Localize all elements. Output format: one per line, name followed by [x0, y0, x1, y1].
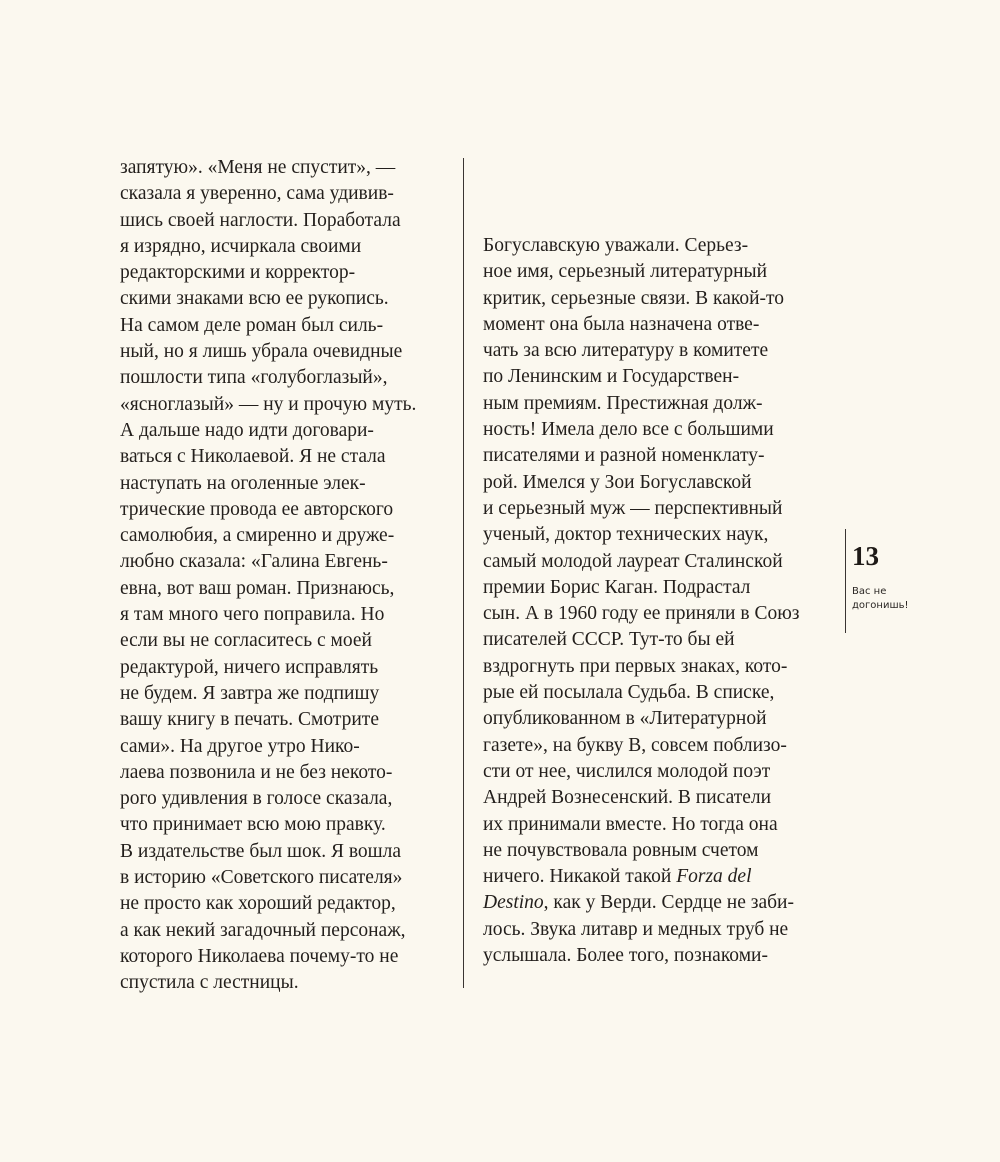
text-line: ность! Имела дело все с большими: [483, 419, 774, 441]
text-line: в историю «Советского писателя»: [120, 867, 403, 889]
text-line-italic-2: [483, 890, 799, 916]
text-line: сти от нее, числился молодой поэт: [483, 760, 771, 782]
text-line: что принимает всю мою правку.: [120, 814, 386, 836]
text-line: критик, серьезные связи. В какой-то: [483, 287, 785, 309]
right-text-column: [483, 233, 799, 969]
text-line: если вы не согласитесь с моей: [120, 630, 372, 652]
text-line: редактурой, ничего исправлять: [120, 656, 379, 678]
text-line: ное имя, серьезный литературный: [483, 261, 768, 283]
right-column-paragraph-part-2: [483, 917, 799, 970]
text-line: не просто как хороший редактор,: [120, 893, 396, 915]
sidebar-divider: [845, 529, 846, 633]
text-line: по Ленинским и Государствен-: [483, 366, 740, 388]
text-line: любно сказала: «Галина Евгень-: [120, 551, 388, 573]
page-number: 13: [852, 541, 879, 571]
text-line: вашу книгу в печать. Смотрите: [120, 709, 379, 731]
text-line: рые ей посылала Судьба. В списке,: [483, 682, 775, 704]
text-line: А дальше надо идти договари-: [120, 419, 374, 441]
text-line: а как некий загадочный персонаж,: [120, 919, 406, 941]
text-line: Андрей Вознесенский. В писатели: [483, 787, 772, 809]
text-line: сами». На другое утро Нико-: [120, 735, 360, 757]
text-line: В издательстве был шок. Я вошла: [120, 840, 402, 862]
text-line: лось. Звука литавр и медных труб не: [483, 918, 789, 940]
text-span: , как у Верди. Сердце не заби-: [543, 892, 794, 914]
text-line: самый молодой лауреат Сталинской: [483, 550, 783, 572]
text-line: момент она была назначена отве-: [483, 313, 760, 335]
text-line: скими знаками всю ее рукопись.: [120, 288, 389, 310]
text-line: опубликованном в «Литературной: [483, 708, 767, 730]
text-line: редакторскими и корректор-: [120, 262, 356, 284]
text-line: премии Борис Каган. Подрастал: [483, 576, 751, 598]
text-line: самолюбия, а смиренно и друже-: [120, 525, 395, 547]
text-line: писателей СССР. Тут-то бы ей: [483, 629, 735, 651]
text-line: рого удивления в голосе сказала,: [120, 788, 393, 810]
text-line: которого Николаева почему-то не: [120, 945, 399, 967]
right-column-paragraph-part-1: [483, 233, 799, 864]
text-line: вздрогнуть при первых знаках, кото-: [483, 655, 788, 677]
text-line: ным премиям. Престижная долж-: [483, 392, 763, 414]
text-line: рой. Имелся у Зои Богуславской: [483, 471, 752, 493]
text-line: сказала я уверенно, сама удивив-: [120, 183, 394, 205]
text-line: не будем. Я завтра же подпишу: [120, 682, 380, 704]
text-line: трические провода ее авторского: [120, 498, 394, 520]
text-line: и серьезный муж — перспективный: [483, 497, 783, 519]
left-text-column: [120, 155, 416, 997]
italic-title-span: Forza del: [676, 866, 752, 888]
text-line: На самом деле роман был силь-: [120, 314, 384, 336]
text-line: запятую». «Меня не спустит», —: [120, 157, 396, 178]
text-line: не почувствовала ровным счетом: [483, 839, 759, 861]
text-line: я изрядно, исчиркала своими: [120, 235, 362, 257]
running-head-line: догонишь!: [852, 600, 909, 611]
text-line: услышала. Более того, познакоми-: [483, 945, 768, 967]
text-line: евна, вот ваш роман. Признаюсь,: [120, 577, 395, 599]
text-line: пошлости типа «голубоглазый»,: [120, 367, 388, 389]
text-line: писателями и разной номенклату-: [483, 445, 765, 467]
text-line: лаева позвонила и не без некото-: [120, 761, 393, 783]
running-head-line: Вас не: [852, 586, 887, 597]
text-line: чать за всю литературу в комитете: [483, 340, 769, 362]
text-line: спустила с лестницы.: [120, 972, 299, 994]
text-line: я там много чего поправила. Но: [120, 604, 385, 626]
text-line: газете», на букву В, совсем поблизо-: [483, 734, 787, 756]
text-line: Богуславскую уважали. Серьез-: [483, 235, 749, 256]
text-line: ный, но я лишь убрала очевидные: [120, 341, 403, 363]
text-line: ваться с Николаевой. Я не стала: [120, 446, 386, 468]
italic-title-span: Destino: [483, 892, 544, 914]
text-span: ничего. Никакой такой: [483, 866, 677, 888]
text-line: сын. А в 1960 году ее приняли в Союз: [483, 603, 800, 625]
column-divider: [463, 158, 464, 988]
running-head: [852, 585, 942, 613]
text-line: наступать на оголенные элек-: [120, 472, 366, 494]
text-line: шись своей наглости. Поработала: [120, 209, 401, 231]
text-line-italic-1: [483, 864, 799, 890]
text-line: «ясноглазый» — ну и прочую муть.: [120, 393, 417, 415]
text-line: ученый, доктор технических наук,: [483, 524, 769, 546]
text-line: их принимали вместе. Но тогда она: [483, 813, 778, 835]
